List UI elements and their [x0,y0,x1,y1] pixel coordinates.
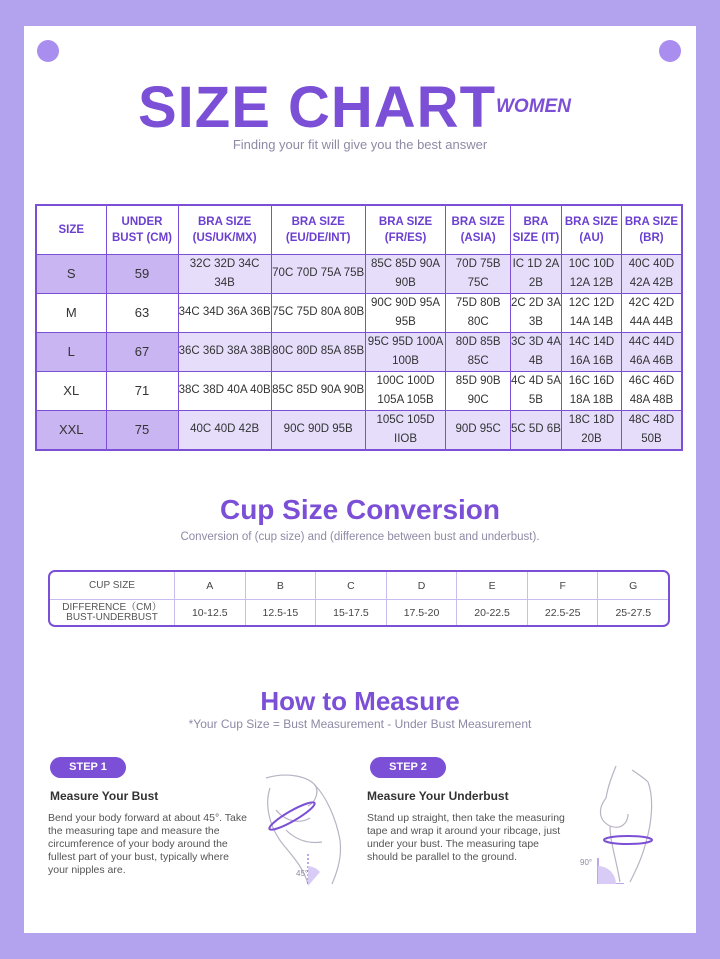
table-cell: 38C 38D 40A 40B [178,371,271,410]
table-cell: 90D 95C [446,410,511,450]
table-cell: 42C 42D 44A 44B [621,293,682,332]
step2-badge: STEP 2 [370,757,446,778]
cup-conversion-title: Cup Size Conversion [219,494,501,525]
table-cell: 18C 18D 20B [561,410,621,450]
table-cell: 85C 85D 90A 90B [271,371,365,410]
table-cell: 32C 32D 34C 34B [178,254,271,293]
table-cell: 16C 16D 18A 18B [561,371,621,410]
table-cell: 4C 4D 5A 5B [510,371,561,410]
table-cell: 80C 80D 85A 85B [271,332,365,371]
title-tag: WOMEN [496,96,571,117]
difference-row [50,599,668,625]
table-row [36,410,682,450]
table-cell: 100C 100D 105A 105B [365,371,446,410]
step1-badge: STEP 1 [50,757,126,778]
table-cell: 44C 44D 46A 46B [621,332,682,371]
header-size: SIZE [36,205,106,254]
cup-cell: B [245,572,316,599]
difference-cell: 15-17.5 [315,600,386,625]
table-row [36,293,682,332]
size-table [35,204,683,451]
difference-label [50,600,174,625]
table-cell: 2C 2D 3A 3B [510,293,561,332]
table-cell: 75D 80B 80C [446,293,511,332]
header-bra-us: BRA SIZE (US/UK/MX) [178,205,271,254]
how-to-measure-subtitle: *Your Cup Size = Bust Measurement - Under Bust Measurement [188,717,532,731]
underbust-cell: 75 [106,410,178,450]
table-row [36,332,682,371]
step2-text: Stand up straight, then take the measuring tape and wrap it around your ribcage, just under your bust. The measuring tape should be parallel to the ground. [367,812,565,863]
header-bra-eu: BRA SIZE (EU/DE/INT) [271,205,365,254]
table-cell: 90C 90D 95B [271,410,365,450]
difference-cell: 12.5-15 [245,600,316,625]
table-cell: 3C 3D 4A 4B [510,332,561,371]
pin-dot-right [659,40,681,62]
table-cell: 40C 40D 42A 42B [621,254,682,293]
table-cell: 34C 34D 36A 36B [178,293,271,332]
size-cell: M [36,293,106,332]
step2-heading: Measure Your Underbust [367,789,509,803]
header-bra-fr: BRA SIZE (FR/ES) [365,205,446,254]
size-cell: S [36,254,106,293]
difference-cell: 17.5-20 [386,600,457,625]
cup-cell: F [527,572,598,599]
difference-cell: 25-27.5 [597,600,668,625]
difference-label-line1: DIFFERENCE（CM） [62,601,162,613]
size-table-header-row [36,205,682,254]
table-cell: 90C 90D 95A 95B [365,293,446,332]
table-cell: 10C 10D 12A 12B [561,254,621,293]
cup-cell: D [386,572,457,599]
underbust-cell: 59 [106,254,178,293]
table-cell: 75C 75D 80A 80B [271,293,365,332]
cup-cell: C [315,572,386,599]
header-bra-asia: BRA SIZE (ASIA) [446,205,511,254]
page-title: SIZE CHART [138,75,496,140]
size-cell: XXL [36,410,106,450]
cup-size-row [50,572,668,599]
cup-cell: E [456,572,527,599]
header-underbust: UNDER BUST (CM) [106,205,178,254]
cup-cell: G [597,572,668,599]
step1-angle-label: 45° [296,869,309,878]
header-bra-it: BRA SIZE (IT) [510,205,561,254]
underbust-cell: 67 [106,332,178,371]
header-bra-br: BRA SIZE (BR) [621,205,682,254]
table-cell: IC 1D 2A 2B [510,254,561,293]
step1-heading: Measure Your Bust [50,789,159,803]
size-chart-card [24,26,696,933]
size-cell: XL [36,371,106,410]
step2-angle-label: 90° [580,858,593,867]
header-bra-au: BRA SIZE (AU) [561,205,621,254]
table-cell: 48C 48D 50B [621,410,682,450]
difference-cell: 20-22.5 [456,600,527,625]
table-cell: 85D 90B 90C [446,371,511,410]
table-cell: 105C 105D IIOB [365,410,446,450]
table-cell: 12C 12D 14A 14B [561,293,621,332]
pin-dot-left [37,40,59,62]
table-cell: 46C 46D 48A 48B [621,371,682,410]
cup-cell: A [174,572,245,599]
table-cell: 85C 85D 90A 90B [365,254,446,293]
table-row [36,254,682,293]
difference-label-line2: BUST-UNDERBUST [66,611,158,623]
table-cell: 40C 40D 42B [178,410,271,450]
cup-size-label: CUP SIZE [89,579,135,591]
step1-text: Bend your body forward at about 45°. Take the measuring tape and measure the circumference of your body around the fullest part of your bust, typically where your nipples are. [48,812,247,876]
table-cell: 80D 85B 85C [446,332,511,371]
cup-conversion-subtitle: Conversion of (cup size) and (difference between bust and underbust). [180,531,540,543]
table-cell: 14C 14D 16A 16B [561,332,621,371]
difference-cell: 10-12.5 [174,600,245,625]
how-to-measure-title: How to Measure [260,686,460,716]
page-subtitle: Finding your fit will give you the best answer [232,137,488,152]
size-cell: L [36,332,106,371]
table-cell: 36C 36D 38A 38B [178,332,271,371]
cup-conversion-table [48,570,670,627]
table-cell: 70C 70D 75A 75B [271,254,365,293]
table-cell: 5C 5D 6B [510,410,561,450]
underbust-cell: 71 [106,371,178,410]
table-row [36,371,682,410]
difference-cell: 22.5-25 [527,600,598,625]
table-cell: 95C 95D 100A 100B [365,332,446,371]
table-cell: 70D 75B 75C [446,254,511,293]
underbust-cell: 63 [106,293,178,332]
